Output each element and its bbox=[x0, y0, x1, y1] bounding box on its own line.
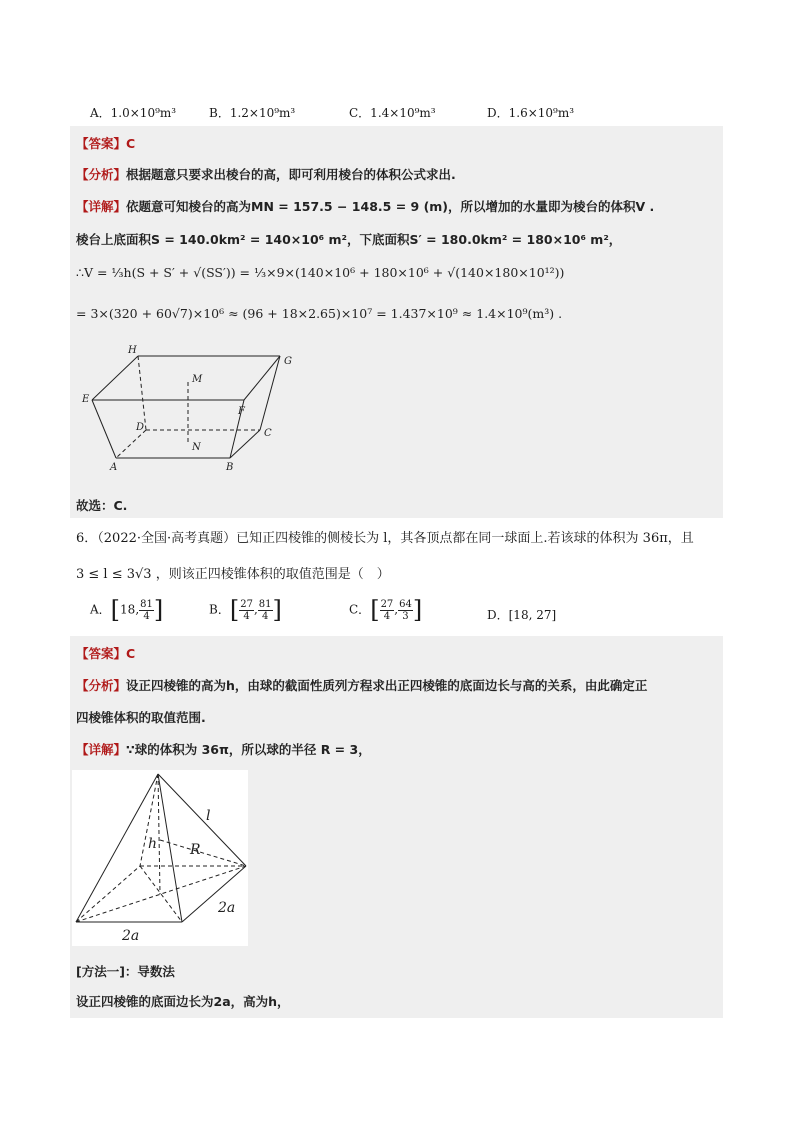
detail-text-2a: 棱台上底面积S = 140.0km² = 140×10⁶ m²， bbox=[76, 232, 360, 247]
q6-solution-block bbox=[70, 636, 723, 1018]
q6-option-b-n1: 27 bbox=[240, 598, 253, 610]
q6-detail-text-1: ∵球的体积为 36π，所以球的半径 R = 3， bbox=[126, 742, 371, 757]
pyramid-label-side-right: 2a bbox=[218, 900, 236, 916]
q6-answer-line bbox=[76, 644, 135, 662]
q5-option-b: B．1.2×10⁹m³ bbox=[209, 106, 296, 120]
q5-detail-line-1 bbox=[76, 197, 654, 215]
pyramid-label-l: l bbox=[206, 808, 211, 824]
q5-detail-line-4: = 3×(320 + 60√7)×10⁶ ≈ (96 + 18×2.65)×10⁷ = 1.437×10⁹ ≈ 1.4×10⁹(m³) . bbox=[76, 306, 563, 321]
label-H: H bbox=[128, 345, 137, 356]
q6-option-b-n2: 81 bbox=[258, 598, 272, 610]
q5-detail-line-3: ∴V = ⅓h(S + S′ + √(SS′)) = ⅓×9×(140×10⁶ + 180×10⁶ + √(140×180×10¹²)) bbox=[76, 265, 565, 280]
detail-text-2b: 下底面积S′ = 180.0km² = 180×10⁶ m²， bbox=[359, 232, 622, 247]
q6-method-tag: [方法一]：导数法 bbox=[76, 964, 175, 979]
q5-option-a: A．1.0×10⁹m³ bbox=[90, 106, 177, 120]
q6-option-c-d2: 3 bbox=[402, 610, 409, 622]
q5-solution-block bbox=[70, 126, 723, 518]
q5-analysis-line bbox=[76, 165, 456, 183]
q6-stem-line-1: 6．（2022·全国·高考真题）已知正四棱锥的侧棱长为 l，其各顶点都在同一球面上.若该球的体积为 36π，且 bbox=[76, 531, 694, 546]
q6-option-b-d1: 4 bbox=[243, 610, 250, 622]
q6-detail-line-1 bbox=[76, 740, 371, 758]
frustum-diagram bbox=[74, 338, 292, 486]
pyramid-label-side-bottom: 2a bbox=[122, 928, 140, 944]
q6-option-a-left: 18, bbox=[120, 602, 140, 617]
q6-option-c-d1: 4 bbox=[383, 610, 391, 622]
q6-option-b: B．[ $\frac{27}{4}$ , $\frac{81}{4}$ ] bbox=[209, 596, 282, 624]
q5-choice-line bbox=[76, 496, 127, 514]
analysis-text: 根据题意只要求出棱台的高，即可利用棱台的体积公式求出. bbox=[126, 167, 456, 182]
q6-analysis-text-1: 设正四棱锥的高为h，由球的截面性质列方程求出正四棱锥的底面边长与高的关系，由此确定正 bbox=[126, 678, 648, 693]
q6-option-a-label: A． bbox=[90, 602, 111, 617]
q6-option-d: D．[18, 27] bbox=[487, 608, 557, 622]
q6-option-b-d2: 4 bbox=[261, 610, 269, 622]
label-E: E bbox=[82, 394, 90, 405]
q6-option-c-n2: 64 bbox=[399, 598, 412, 610]
q6-option-c-n1: 27 bbox=[380, 598, 394, 610]
q6-analysis-tag: 【分析】 bbox=[76, 678, 127, 693]
frustum-figure bbox=[74, 338, 292, 486]
q6-option-c-label: C． bbox=[349, 602, 371, 617]
q6-answer-tag: 【答案】 bbox=[76, 646, 127, 661]
q6-option-a-num: 81 bbox=[140, 598, 153, 610]
answer-value: C bbox=[126, 136, 136, 151]
label-C: C bbox=[264, 428, 272, 439]
q5-detail-line-2 bbox=[76, 230, 621, 248]
q6-analysis-line-2 bbox=[76, 708, 206, 726]
label-D: D bbox=[136, 422, 145, 433]
detail-text-1: 依题意可知棱台的高为MN = 157.5 − 148.5 = 9 (m)，所以增加的水量即为棱台的体积V . bbox=[126, 199, 655, 214]
label-N: N bbox=[192, 442, 201, 453]
q6-stem-line-2: 3 ≤ l ≤ 3√3 ，则该正四棱锥体积的取值范围是（ ） bbox=[76, 567, 390, 582]
label-A: A bbox=[110, 462, 118, 473]
label-B: B bbox=[226, 462, 234, 473]
label-G: G bbox=[284, 356, 292, 367]
detail-tag: 【详解】 bbox=[76, 199, 127, 214]
q6-last-text: 设正四棱锥的底面边长为2a，高为h， bbox=[76, 994, 290, 1009]
q6-last-line bbox=[76, 992, 290, 1010]
q6-analysis-line-1 bbox=[76, 676, 647, 694]
analysis-tag: 【分析】 bbox=[76, 167, 127, 182]
q6-option-a: A．[18, $\frac{81}{4}$ ] bbox=[90, 596, 164, 624]
answer-tag: 【答案】 bbox=[76, 136, 127, 151]
label-M: M bbox=[192, 374, 203, 385]
pyramid-label-h: h bbox=[148, 836, 158, 852]
q6-option-a-den: 4 bbox=[143, 610, 150, 622]
q6-method-line bbox=[76, 962, 175, 980]
pyramid-figure bbox=[72, 770, 248, 946]
q6-option-b-label: B． bbox=[209, 602, 230, 617]
q6-analysis-text-2: 四棱锥体积的取值范围. bbox=[76, 710, 206, 725]
label-F: F bbox=[238, 406, 245, 417]
pyramid-diagram bbox=[72, 770, 248, 946]
q5-answer-line bbox=[76, 134, 135, 152]
q6-option-c: C．[ $\frac{27}{4}$ , $\frac{64}{3}$ ] bbox=[349, 596, 423, 624]
q5-option-c: C．1.4×10⁹m³ bbox=[349, 106, 436, 120]
q5-option-d: D．1.6×10⁹m³ bbox=[487, 106, 575, 120]
q6-detail-tag: 【详解】 bbox=[76, 742, 127, 757]
q5-choice-text: 故选：C. bbox=[76, 498, 128, 513]
pyramid-label-R: R bbox=[190, 842, 201, 858]
q6-answer-value: C bbox=[126, 646, 136, 661]
